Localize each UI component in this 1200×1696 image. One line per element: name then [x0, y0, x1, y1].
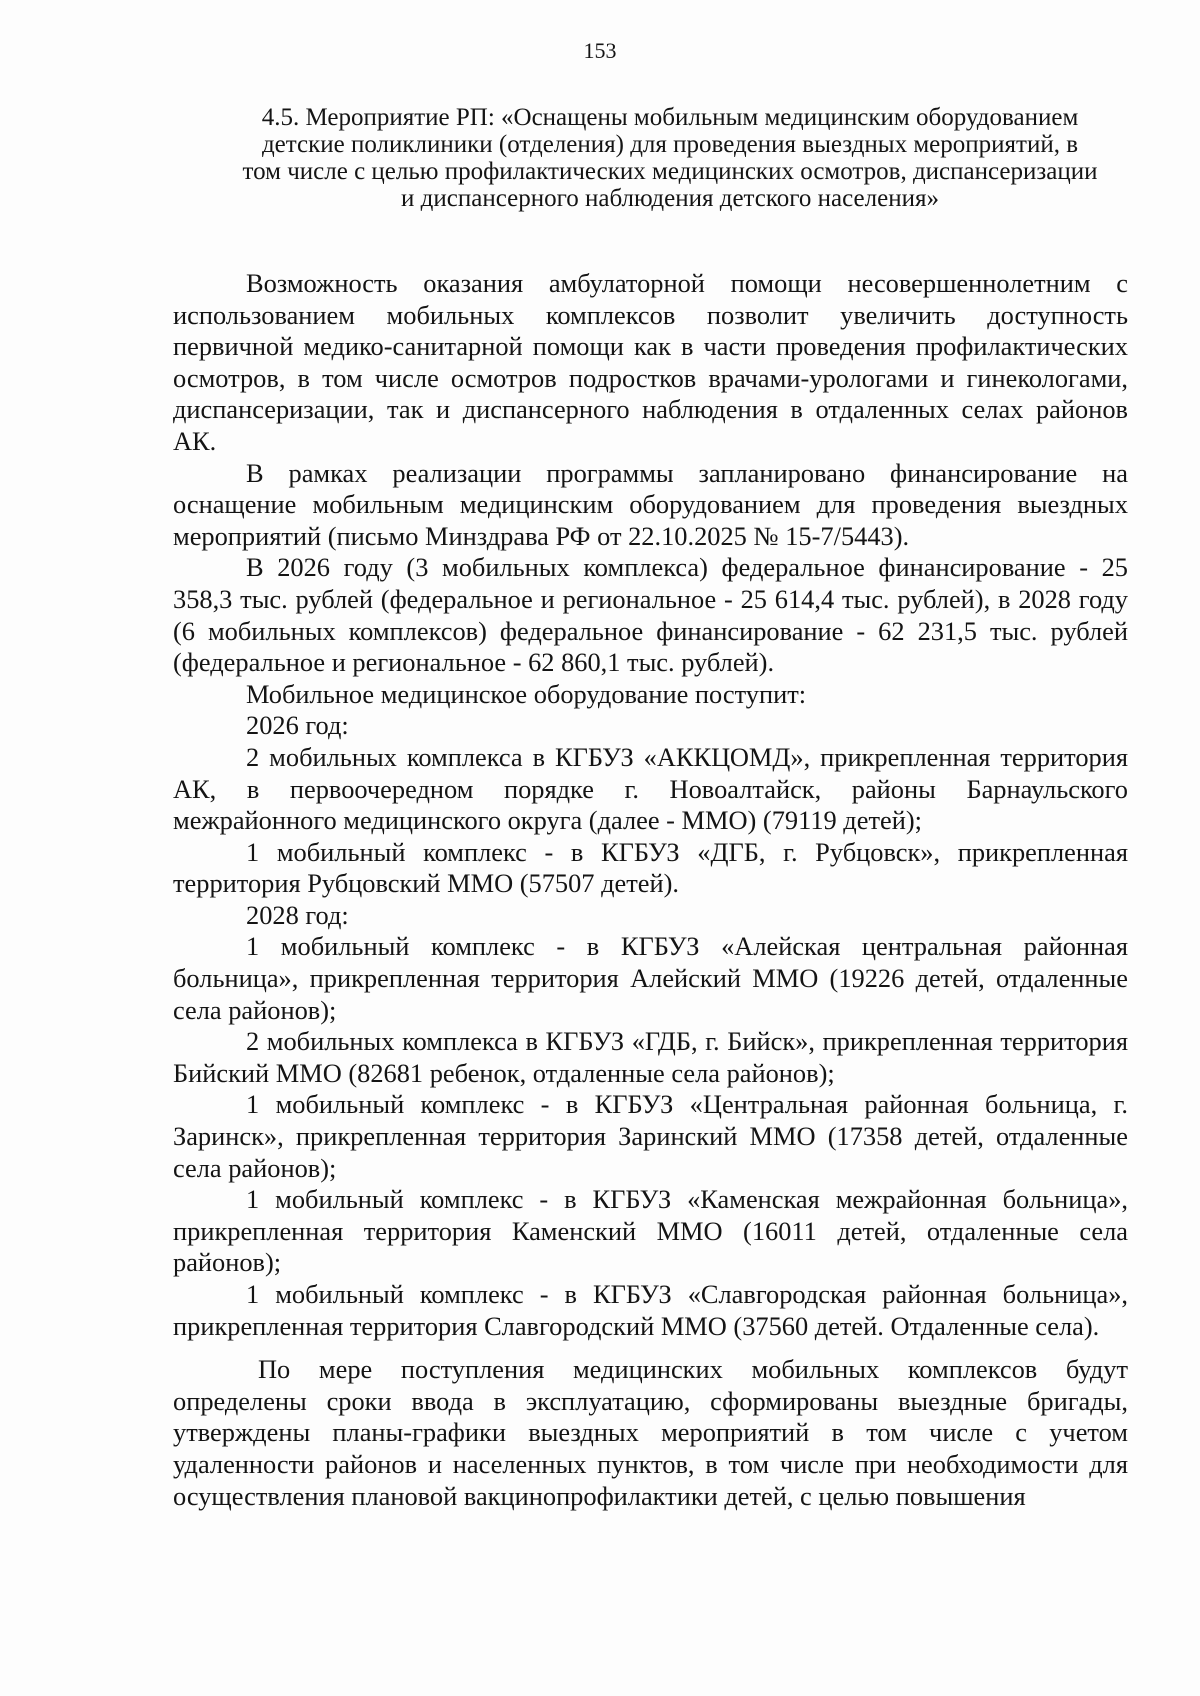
- body-text: [173, 268, 1128, 1512]
- page-number: 153: [583, 38, 617, 63]
- paragraph: 1 мобильный комплекс - в КГБУЗ «ДГБ, г. Рубцовск», прикрепленная территория Рубцовский ММО (57507 детей).: [173, 836, 1128, 899]
- paragraph: Возможность оказания амбулаторной помощи несовершеннолетним с использованием мобильных комплексов позволит увеличить доступность первичной медико-санитарной помощи как в части проведения профилактических осмотров, в том числе осмотров подростков врачами-урологами и гинекологами, диспансеризации, так и диспансерного наблюдения в отдаленных селах районов АК.: [173, 268, 1128, 456]
- paragraph: 1 мобильный комплекс - в КГБУЗ «Каменская межрайонная больница», прикрепленная территория Каменский ММО (16011 детей, отдаленные села районов);: [173, 1184, 1128, 1278]
- paragraph: 1 мобильный комплекс - в КГБУЗ «Центральная районная больница, г. Заринск», прикрепленная территория Заринский ММО (17358 детей, отдаленные села районов);: [173, 1089, 1128, 1183]
- paragraph: 1 мобильный комплекс - в КГБУЗ «Славгородская районная больница», прикрепленная территория Славгородский ММО (37560 детей. Отдаленные села).: [173, 1279, 1128, 1341]
- section-heading: 4.5. Мероприятие РП: «Оснащены мобильным медицинским оборудованием детские поликлиники (отделения) для проведения выездных мероприятий, в том числе с целью профилактических медицинских осмотров, диспансеризации и диспансерного наблюдения детского населения»: [242, 104, 1098, 212]
- paragraph: 2 мобильных комплекса в КГБУЗ «АККЦОМД», прикрепленная территория АК, в первоочередном порядке г. Новоалтайск, районы Барнаульского межрайонного медицинского округа (далее - ММО) (79119 детей);: [173, 741, 1128, 836]
- paragraph: В 2026 году (3 мобильных комплекса) федеральное финансирование - 25 358,3 тыс. рублей (федеральное и региональное - 25 614,4 тыс. рублей), в 2028 году (6 мобильных комплексов) федеральное финансирование - 62 231,5 тыс. рублей (федеральное и региональное - 62 860,1 тыс. рублей).: [173, 552, 1128, 678]
- paragraph: В рамках реализации программы запланировано финансирование на оснащение мобильным медицинским оборудованием для проведения выездных мероприятий (письмо Минздрава РФ от 22.10.2025 № 15-7/5443).: [173, 457, 1128, 551]
- paragraph: 1 мобильный комплекс - в КГБУЗ «Алейская центральная районная больница», прикрепленная территория Алейский ММО (19226 детей, отдаленные села районов);: [173, 931, 1128, 1025]
- paragraph: 2 мобильных комплекса в КГБУЗ «ГДБ, г. Бийск», прикрепленная территория Бийский ММО (82681 ребенок, отдаленные села районов);: [173, 1026, 1128, 1088]
- paragraph: 2026 год:: [246, 710, 349, 741]
- paragraph: Мобильное медицинское оборудование поступит:: [246, 678, 807, 709]
- paragraph: По мере поступления медицинских мобильных комплексов будут определены сроки ввода в эксплуатацию, сформированы выездные бригады, утверждены планы-графики выездных мероприятий в том числе с учетом удаленности районов и населенных пунктов, в том числе при необходимости для осуществления плановой вакцинопрофилактики детей, с целью повышения: [173, 1354, 1128, 1511]
- paragraph: 2028 год:: [246, 899, 349, 930]
